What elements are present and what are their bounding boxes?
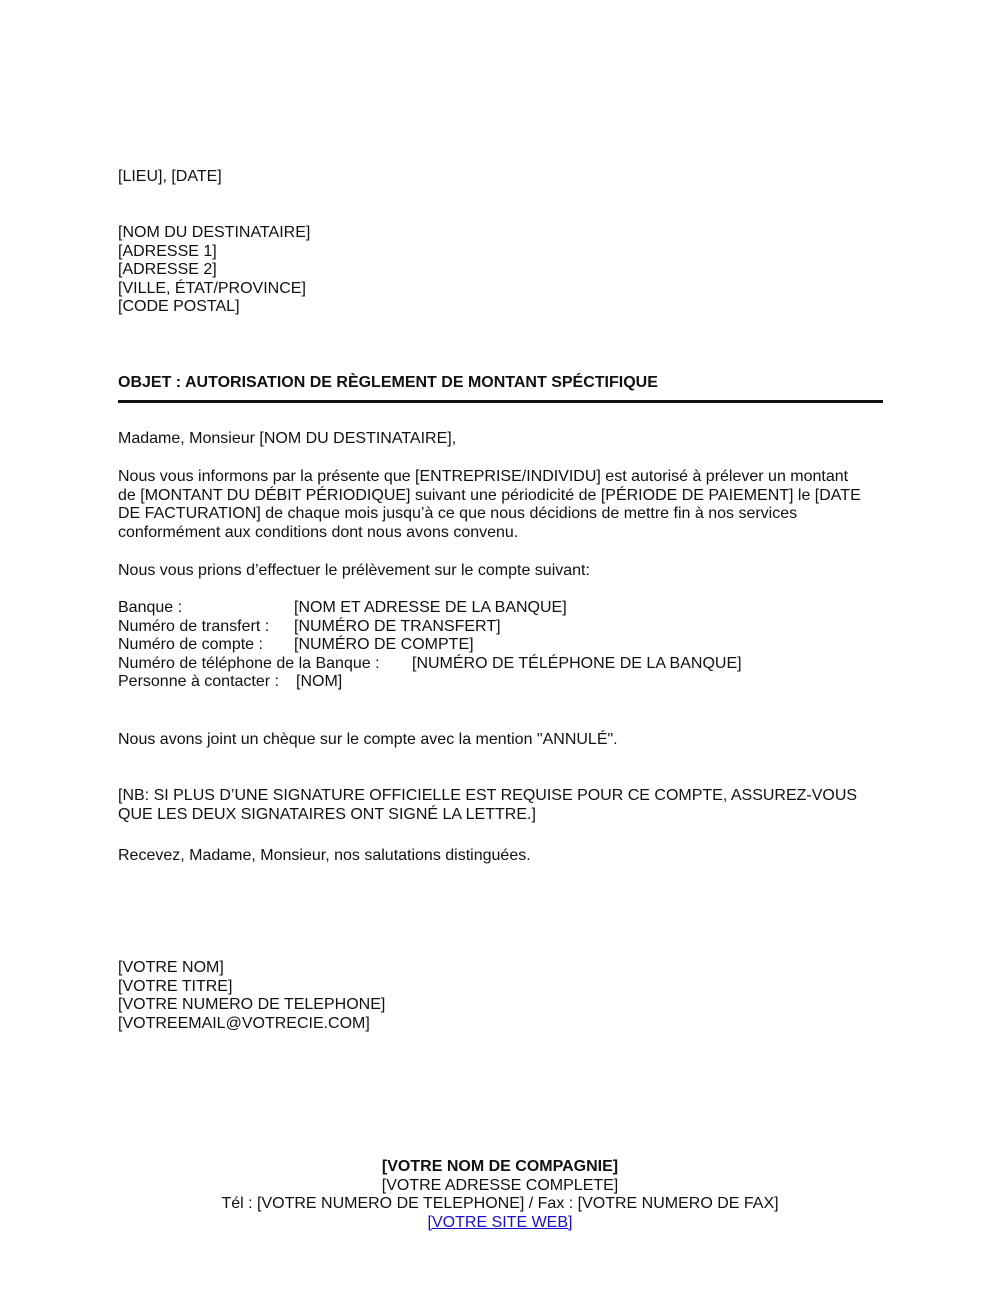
recipient-block bbox=[118, 224, 310, 317]
website-link[interactable]: [VOTRE SITE WEB] bbox=[427, 1213, 573, 1231]
signature-block bbox=[118, 959, 385, 1033]
bank-label: Personne à contacter : bbox=[118, 673, 279, 690]
signature-note bbox=[118, 787, 888, 824]
paragraph-line: de [MONTANT DU DÉBIT PÉRIODIQUE] suivant une périodicité de [PÉRIODE DE PAIEMENT] le [DATE bbox=[118, 486, 861, 504]
paragraph-line: DE FACTURATION] de chaque mois jusqu’à ce que nous décidions de mettre fin à nos services bbox=[118, 505, 798, 522]
bank-value: [NOM ET ADRESSE DE LA BANQUE] bbox=[294, 599, 567, 616]
recipient-address-1: [ADRESSE 1] bbox=[118, 242, 217, 260]
sender-name: [VOTRE NOM] bbox=[118, 959, 224, 976]
bank-value: [NUMÉRO DE TÉLÉPHONE DE LA BANQUE] bbox=[412, 654, 742, 672]
company-contact: Tél : [VOTRE NUMERO DE TELEPHONE] / Fax : [VOTRE NUMERO DE FAX] bbox=[221, 1195, 779, 1212]
subject-line: OBJET : AUTORISATION DE RÈGLEMENT DE MONTANT SPÉCTIFIQUE bbox=[118, 374, 658, 391]
subject-divider bbox=[118, 400, 883, 403]
bank-label: Numéro de compte : bbox=[118, 636, 263, 653]
bank-row-transfer-number bbox=[118, 618, 888, 637]
paragraph-line: Nous vous informons par la présente que [ENTREPRISE/INDIVIDU] est autorisé à prélever un montant bbox=[118, 468, 849, 485]
place-date: [LIEU], [DATE] bbox=[118, 168, 222, 185]
note-line: QUE LES DEUX SIGNATAIRES ONT SIGNÉ LA LETTRE.] bbox=[118, 805, 536, 823]
sender-title: [VOTRE TITRE] bbox=[118, 977, 233, 995]
bank-value: [NUMÉRO DE TRANSFERT] bbox=[294, 617, 501, 635]
bank-row-contact-person bbox=[118, 673, 888, 692]
recipient-name: [NOM DU DESTINATAIRE] bbox=[118, 224, 311, 241]
cheque-note: Nous avons joint un chèque sur le compte avec la mention "ANNULÉ". bbox=[118, 731, 618, 748]
account-request: Nous vous prions d’effectuer le prélèvement sur le compte suivant: bbox=[118, 562, 590, 579]
letterhead-footer bbox=[0, 1158, 1000, 1232]
closing: Recevez, Madame, Monsieur, nos salutations distinguées. bbox=[118, 847, 531, 864]
recipient-address-2: [ADRESSE 2] bbox=[118, 261, 217, 278]
bank-row-banque bbox=[118, 599, 888, 618]
note-line: [NB: SI PLUS D’UNE SIGNATURE OFFICIELLE EST REQUISE POUR CE COMPTE, ASSUREZ-VOUS bbox=[118, 787, 858, 804]
bank-label: Numéro de transfert : bbox=[118, 617, 270, 635]
sender-phone: [VOTRE NUMERO DE TELEPHONE] bbox=[118, 996, 386, 1013]
salutation: Madame, Monsieur [NOM DU DESTINATAIRE], bbox=[118, 430, 457, 447]
recipient-postal-code: [CODE POSTAL] bbox=[118, 298, 240, 315]
bank-value: [NUMÉRO DE COMPTE] bbox=[294, 636, 474, 653]
bank-label: Banque : bbox=[118, 599, 183, 616]
sender-email: [VOTREEMAIL@VOTRECIE.COM] bbox=[118, 1014, 370, 1032]
bank-row-bank-phone bbox=[118, 655, 888, 674]
recipient-city-state: [VILLE, ÉTAT/PROVINCE] bbox=[118, 279, 306, 297]
bank-value: [NOM] bbox=[296, 673, 343, 690]
company-address: [VOTRE ADRESSE COMPLETE] bbox=[381, 1176, 619, 1194]
bank-details bbox=[118, 599, 888, 692]
paragraph-line: conformément aux conditions dont nous avons convenu. bbox=[118, 523, 519, 541]
company-name: [VOTRE NOM DE COMPAGNIE] bbox=[381, 1158, 619, 1175]
bank-label: Numéro de téléphone de la Banque : bbox=[118, 654, 380, 672]
bank-row-account-number bbox=[118, 636, 888, 655]
authorization-paragraph bbox=[118, 468, 888, 542]
